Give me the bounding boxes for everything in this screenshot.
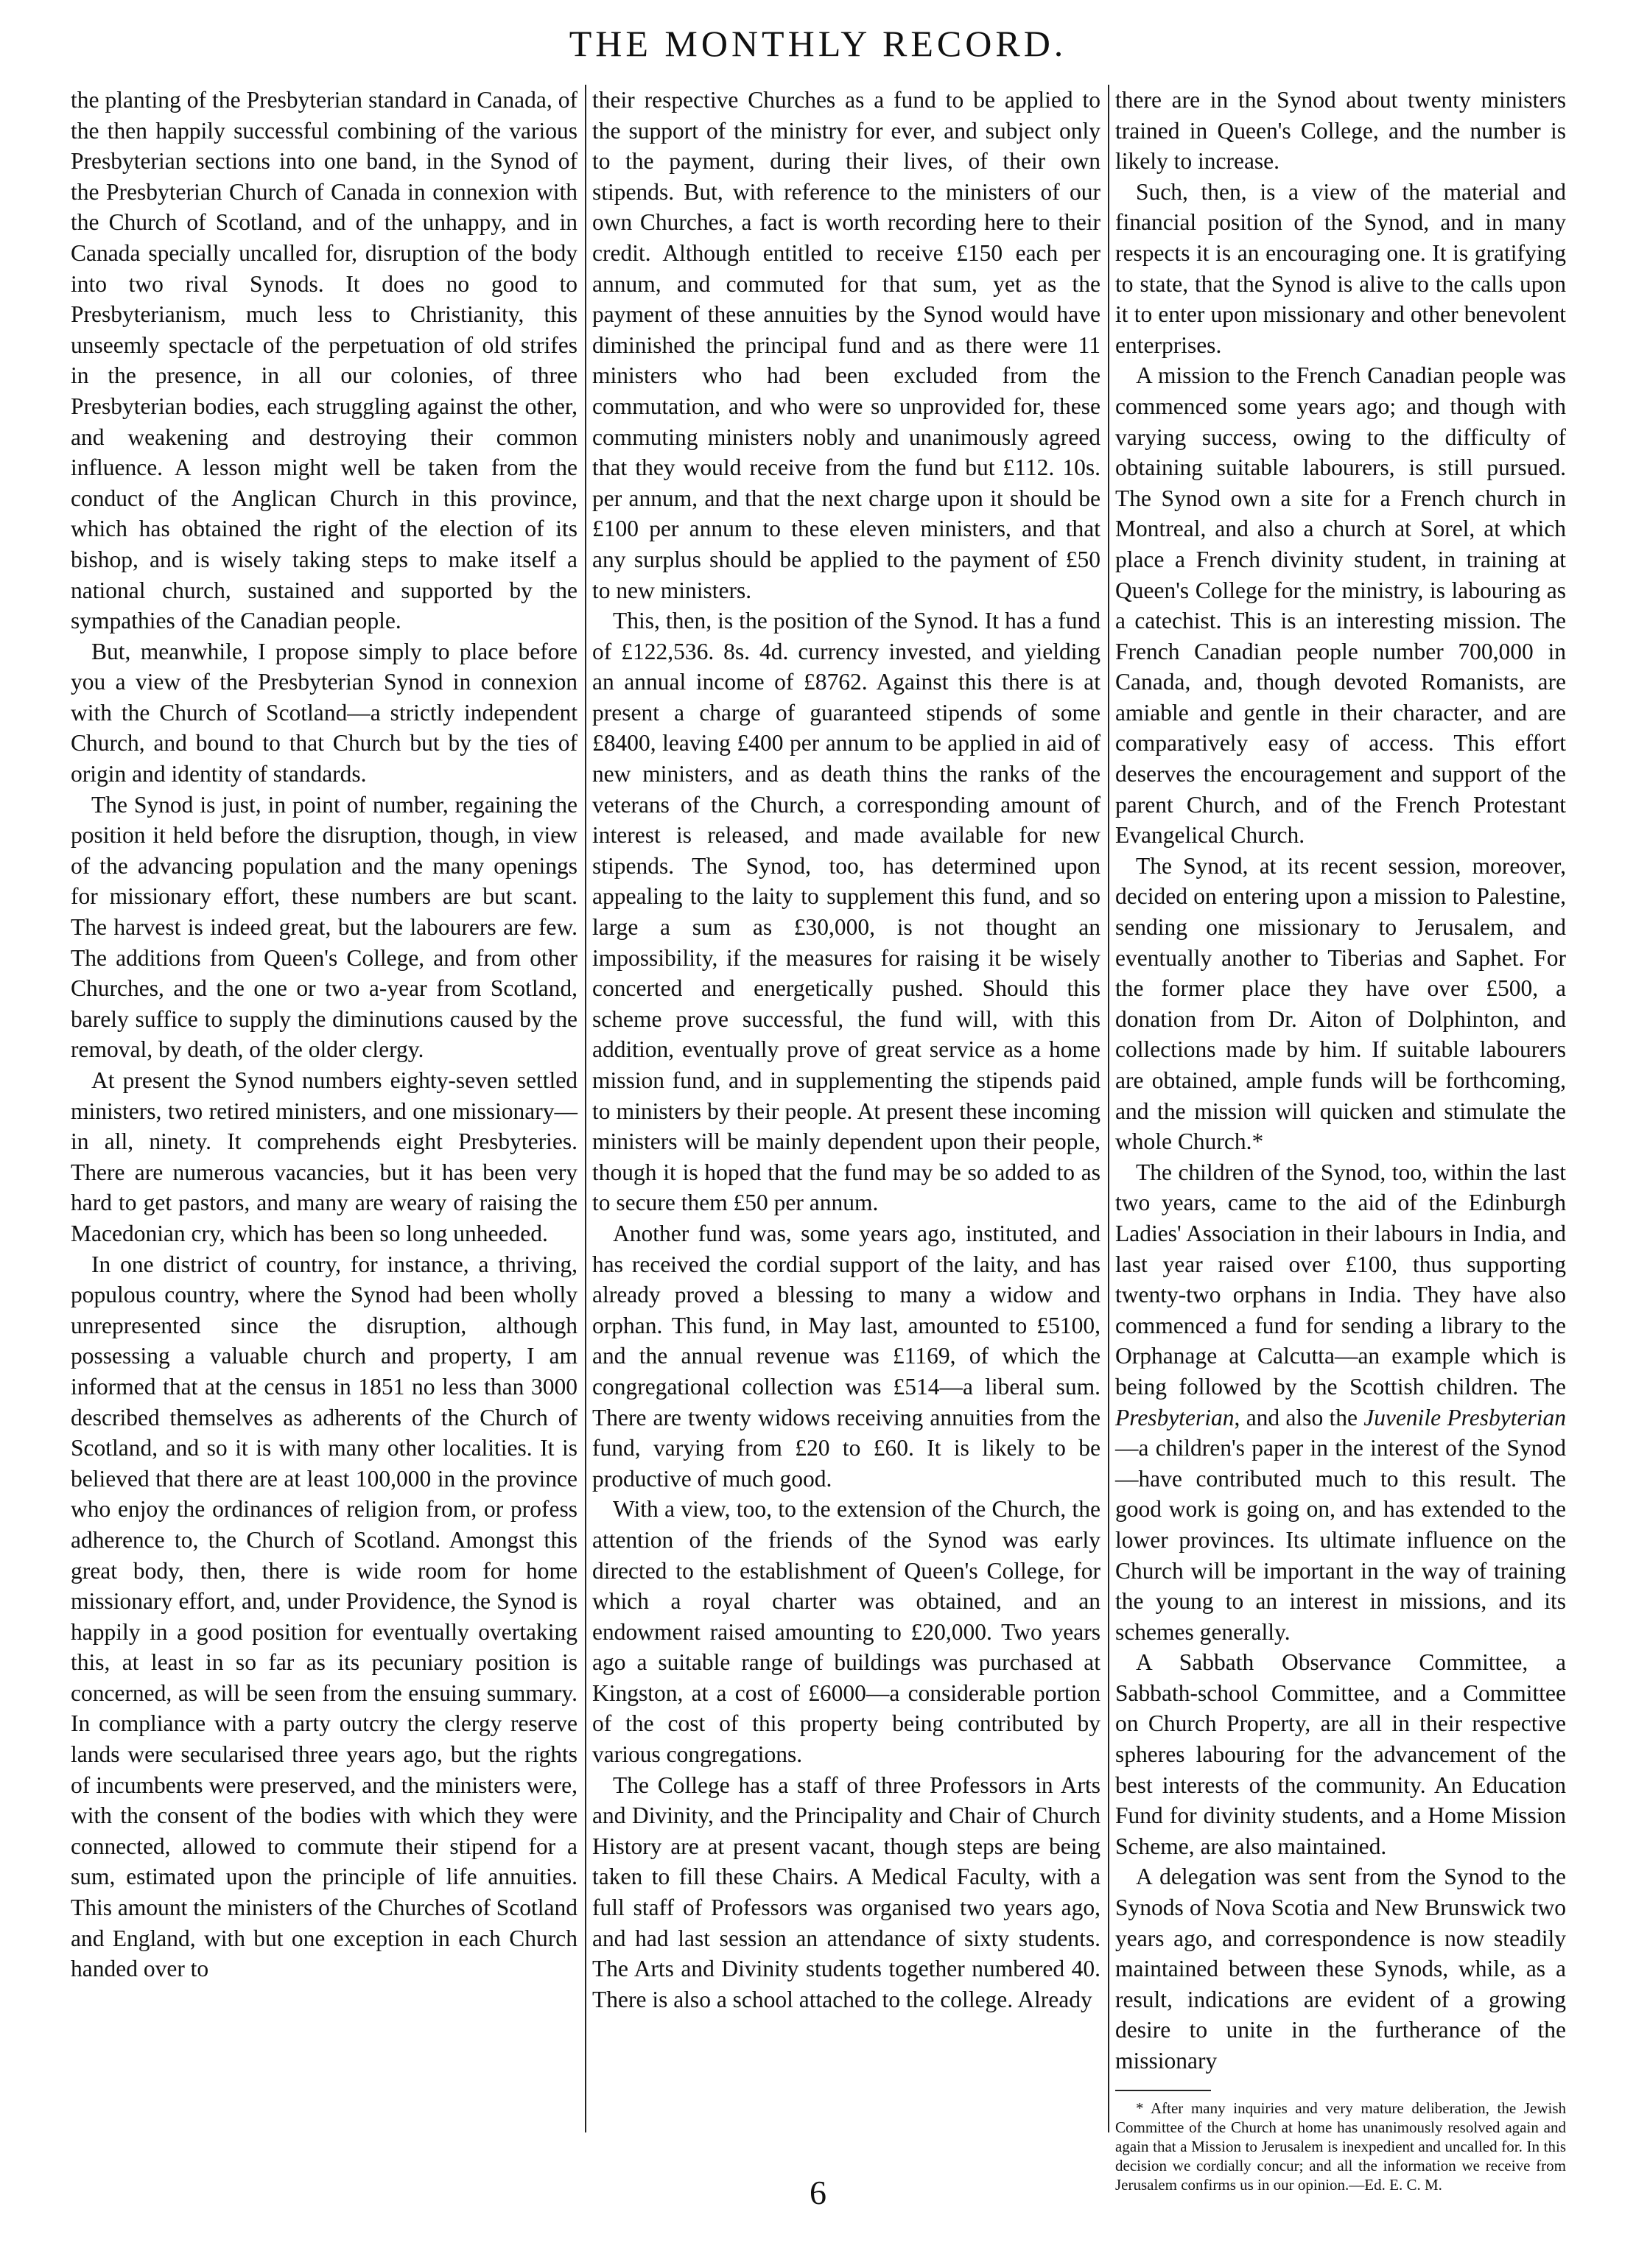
- paragraph: A delegation was sent from the Synod to the Synods of Nova Scotia and New Brunswick two years ago, and correspondence is now steadily maintained between these Synods, while, as a result, indications are evident of a growing desire to unite in the furtherance of the missionary: [1115, 1864, 1566, 2074]
- page-number: 6: [810, 2174, 826, 2211]
- column-divider: [1108, 85, 1109, 2132]
- paragraph: [1115, 1157, 1566, 1648]
- paragraph: The Synod, at its recent session, moreover, decided on entering upon a mission to Palestine, sending one missionary to Jerusalem, and eventually another to Tiberias and Saphet. For the former place they have over £500, a donation from Dr. Aiton of Dolphinton, and collections made by him. If suitable labourers are obtained, ample funds will be forthcoming, and the mission will quicken and stimulate the whole Church.*: [1115, 852, 1566, 1155]
- paragraph: This, then, is the position of the Synod. It has a fund of £122,536. 8s. 4d. currency invested, and yielding an annual income of £8762. Against this there is at present a charge of guaranteed stipends of some £8400, leaving £400 per annum to be applied in aid of new ministers, and as death thins the ranks of the veterans of the Church, a corresponding amount of interest is released, and made available for new stipends. The Synod, too, has determined upon appealing to the laity to supplement this fund, and so large a sum as £30,000, is not thought an impossibility, if the measures for raising it be wisely concerted and energetically pushed. Should this scheme prove successful, the fund will, with this addition, eventually prove of great service as a home mission fund, and in supplementing the stipends paid to ministers by their people. At present these incoming ministers will be mainly dependent upon their people, though it is hoped that the fund may be so added to as to secure them £50 per annum.: [592, 608, 1100, 1216]
- publication-title: Presbyterian: [1115, 1404, 1235, 1430]
- paragraph: At present the Synod numbers eighty-seven settled ministers, two retired ministers, and one missionary—in all, ninety. It comprehends eight Presbyteries. There are numerous vacancies, but it has been very hard to get pastors, and many are weary of raising the Macedonian cry, which has been so long unheeded.: [71, 1067, 577, 1246]
- paragraph: In one district of country, for instance, a thriving, populous country, where the Synod had been wholly unrepresented since the disruption, although possessing a valuable church and property, I am informed that at the census in 1851 no less than 3000 described themselves as adherents of the Church of Scotland, and so it is with many other localities. It is believed that there are at least 100,000 in the province who enjoy the ordinances of religion from, or profess adherence to, the Church of Scotland. Amongst this great body, then, there is wide room for home missionary effort, and, under Providence, the Synod is happily in a good position for eventually overtaking this, at least in so far as its pecuniary position is concerned, as will be seen from the ensuing summary. In compliance with a party outcry the clergy reserve lands were secularised three years ago, but the rights of incumbents were preserved, and the ministers were, with the consent of the bodies with which they were connected, allowed to commute their stipend for a sum, estimated upon the principle of life annuities. This amount the ministers of the Churches of Scotland and England, with but one exception in each Church handed over to: [71, 1251, 577, 1982]
- paragraph: Another fund was, some years ago, instituted, and has received the cordial support of the laity, and has already proved a blessing to many a widow and orphan. This fund, in May last, amounted to £5100, and the annual revenue was £1169, of which the congregational collection was £514—a liberal sum. There are twenty widows receiving annuities from the fund, varying from £20 to £60. It is likely to be productive of much good.: [592, 1220, 1100, 1492]
- paragraph: The College has a staff of three Professors in Arts and Divinity, and the Principality and Chair of Church History are at present vacant, though steps are being taken to fill these Chairs. A Medical Faculty, with a full staff of Professors was organised two years ago, and had last session an attendance of sixty students. The Arts and Divinity students together numbered 40. There is also a school attached to the college. Already: [592, 1772, 1100, 2012]
- paragraph: The Synod is just, in point of number, regaining the position it held before the disruption, though, in view of the advancing population and the many openings for missionary effort, these numbers are but scant. The harvest is indeed great, but the labourers are few. The additions from Queen's College, and from other Churches, and the one or two a-year from Scotland, barely suffice to supply the diminutions caused by the removal, by death, of the older clergy.: [71, 791, 577, 1063]
- column-1: [71, 85, 577, 2132]
- publication-title: Juvenile Presbyterian: [1363, 1404, 1566, 1430]
- text-run: , and also the: [1234, 1404, 1358, 1430]
- paragraph: there are in the Synod about twenty ministers trained in Queen's College, and the number is likely to increase.: [1115, 87, 1566, 175]
- text-run: The children of the Synod, too, within the last two years, came to the aid of the Edinburgh Ladies' Association in their labours in India, and last year raised over £100, thus supporting twenty-two orphans in India. They have also commenced a fund for sending a library to the Orphanage at Calcutta—an example which is being followed by the Scottish children. The: [1115, 1159, 1566, 1400]
- text-run: —a children's paper in the interest of the Synod—have contributed much to this result. The good work is going on, and has extended to the lower provinces. Its ultimate influence on the Church will be important in the way of training the young to an interest in missions, and its schemes generally.: [1115, 1435, 1566, 1645]
- column-divider: [585, 85, 586, 2132]
- paragraph: But, meanwhile, I propose simply to place before you a view of the Presbyterian Synod in connexion with the Church of Scotland—a strictly independent Church, and bound to that Church but by the ties of origin and identity of standards.: [71, 638, 577, 787]
- column-3: [1115, 85, 1566, 2194]
- text-columns: [71, 85, 1566, 2194]
- paragraph: Such, then, is a view of the material and financial position of the Synod, and in many respects it is an encouraging one. It is gratifying to state, that the Synod is alive to the calls upon it to enter upon missionary and other benevolent enterprises.: [1115, 178, 1566, 358]
- page-header: THE MONTHLY RECORD.: [569, 23, 1067, 64]
- footnote: * After many inquiries and very mature deliberation, the Jewish Committee of the Church at home has unanimously resolved again and again that a Mission to Jerusalem is inexpedient and uncalled for. In this decision we cordially concur; and all the information we receive from Jerusalem confirms us in our opinion.—Ed. E. C. M.: [1115, 2099, 1566, 2194]
- paragraph: With a view, too, to the extension of the Church, the attention of the friends of the Synod was early directed to the establishment of Queen's College, for which a royal charter was obtained, and an endowment raised amounting to £20,000. Two years ago a suitable range of buildings was purchased at Kingston, at a cost of £6000—a considerable portion of the cost of this property being contributed by various congregations.: [592, 1496, 1100, 1768]
- paragraph: A Sabbath Observance Committee, a Sabbath-school Committee, and a Committee on Church Property, are all in their respective spheres labouring for the advancement of the best interests of the community. An Education Fund for divinity students, and a Home Mission Scheme, are also maintained.: [1115, 1649, 1566, 1859]
- paragraph: A mission to the French Canadian people was commenced some years ago; and though with varying success, owing to the difficulty of obtaining suitable labourers, is still pursued. The Synod own a site for a French church in Montreal, and also a church at Sorel, at which place a French divinity student, in training at Queen's College for the ministry, is labouring as a catechist. This is an interesting mission. The French Canadian people number 700,000 in Canada, and, though devoted Romanists, are amiable and gentle in their character, and are comparatively easy of access. This effort deserves the encouragement and support of the parent Church, and of the French Protestant Evangelical Church.: [1115, 362, 1566, 849]
- column-2: [592, 85, 1100, 2132]
- paragraph: their respective Churches as a fund to be applied to the support of the ministry for ever, and subject only to the payment, during their lives, of their own stipends. But, with reference to the ministers of our own Churches, a fact is worth recording here to their credit. Although entitled to receive £150 each per annum, and commuted for that sum, yet as the payment of these annuities by the Synod would have diminished the principal fund and as there were 11 ministers who had been excluded from the commutation, and who were so unprovided for, these commuting ministers nobly and unanimously agreed that they would receive from the fund but £112. 10s. per annum, and that the next charge upon it should be £100 per annum to these eleven ministers, and that any surplus should be applied to the payment of £50 to new ministers.: [592, 87, 1100, 603]
- paragraph: the planting of the Presbyterian standard in Canada, of the then happily successful combining of the various Presbyterian sections into one band, in the Synod of the Presbyterian Church of Canada in connexion with the Church of Scotland, and of the unhappy, and in Canada specially uncalled for, disruption of the body into two rival Synods. It does no good to Presbyterianism, much less to Christianity, this unseemly spectacle of the perpetuation of old strifes in the presence, in all our colonies, of three Presbyterian bodies, each struggling against the other, and weakening and destroying their common influence. A lesson might well be taken from the conduct of the Anglican Church in this province, which has obtained the right of the election of its bishop, and is wisely taking steps to make itself a national church, sustained and supported by the sympathies of the Canadian people.: [71, 87, 577, 634]
- footnote-rule: [1115, 2090, 1211, 2091]
